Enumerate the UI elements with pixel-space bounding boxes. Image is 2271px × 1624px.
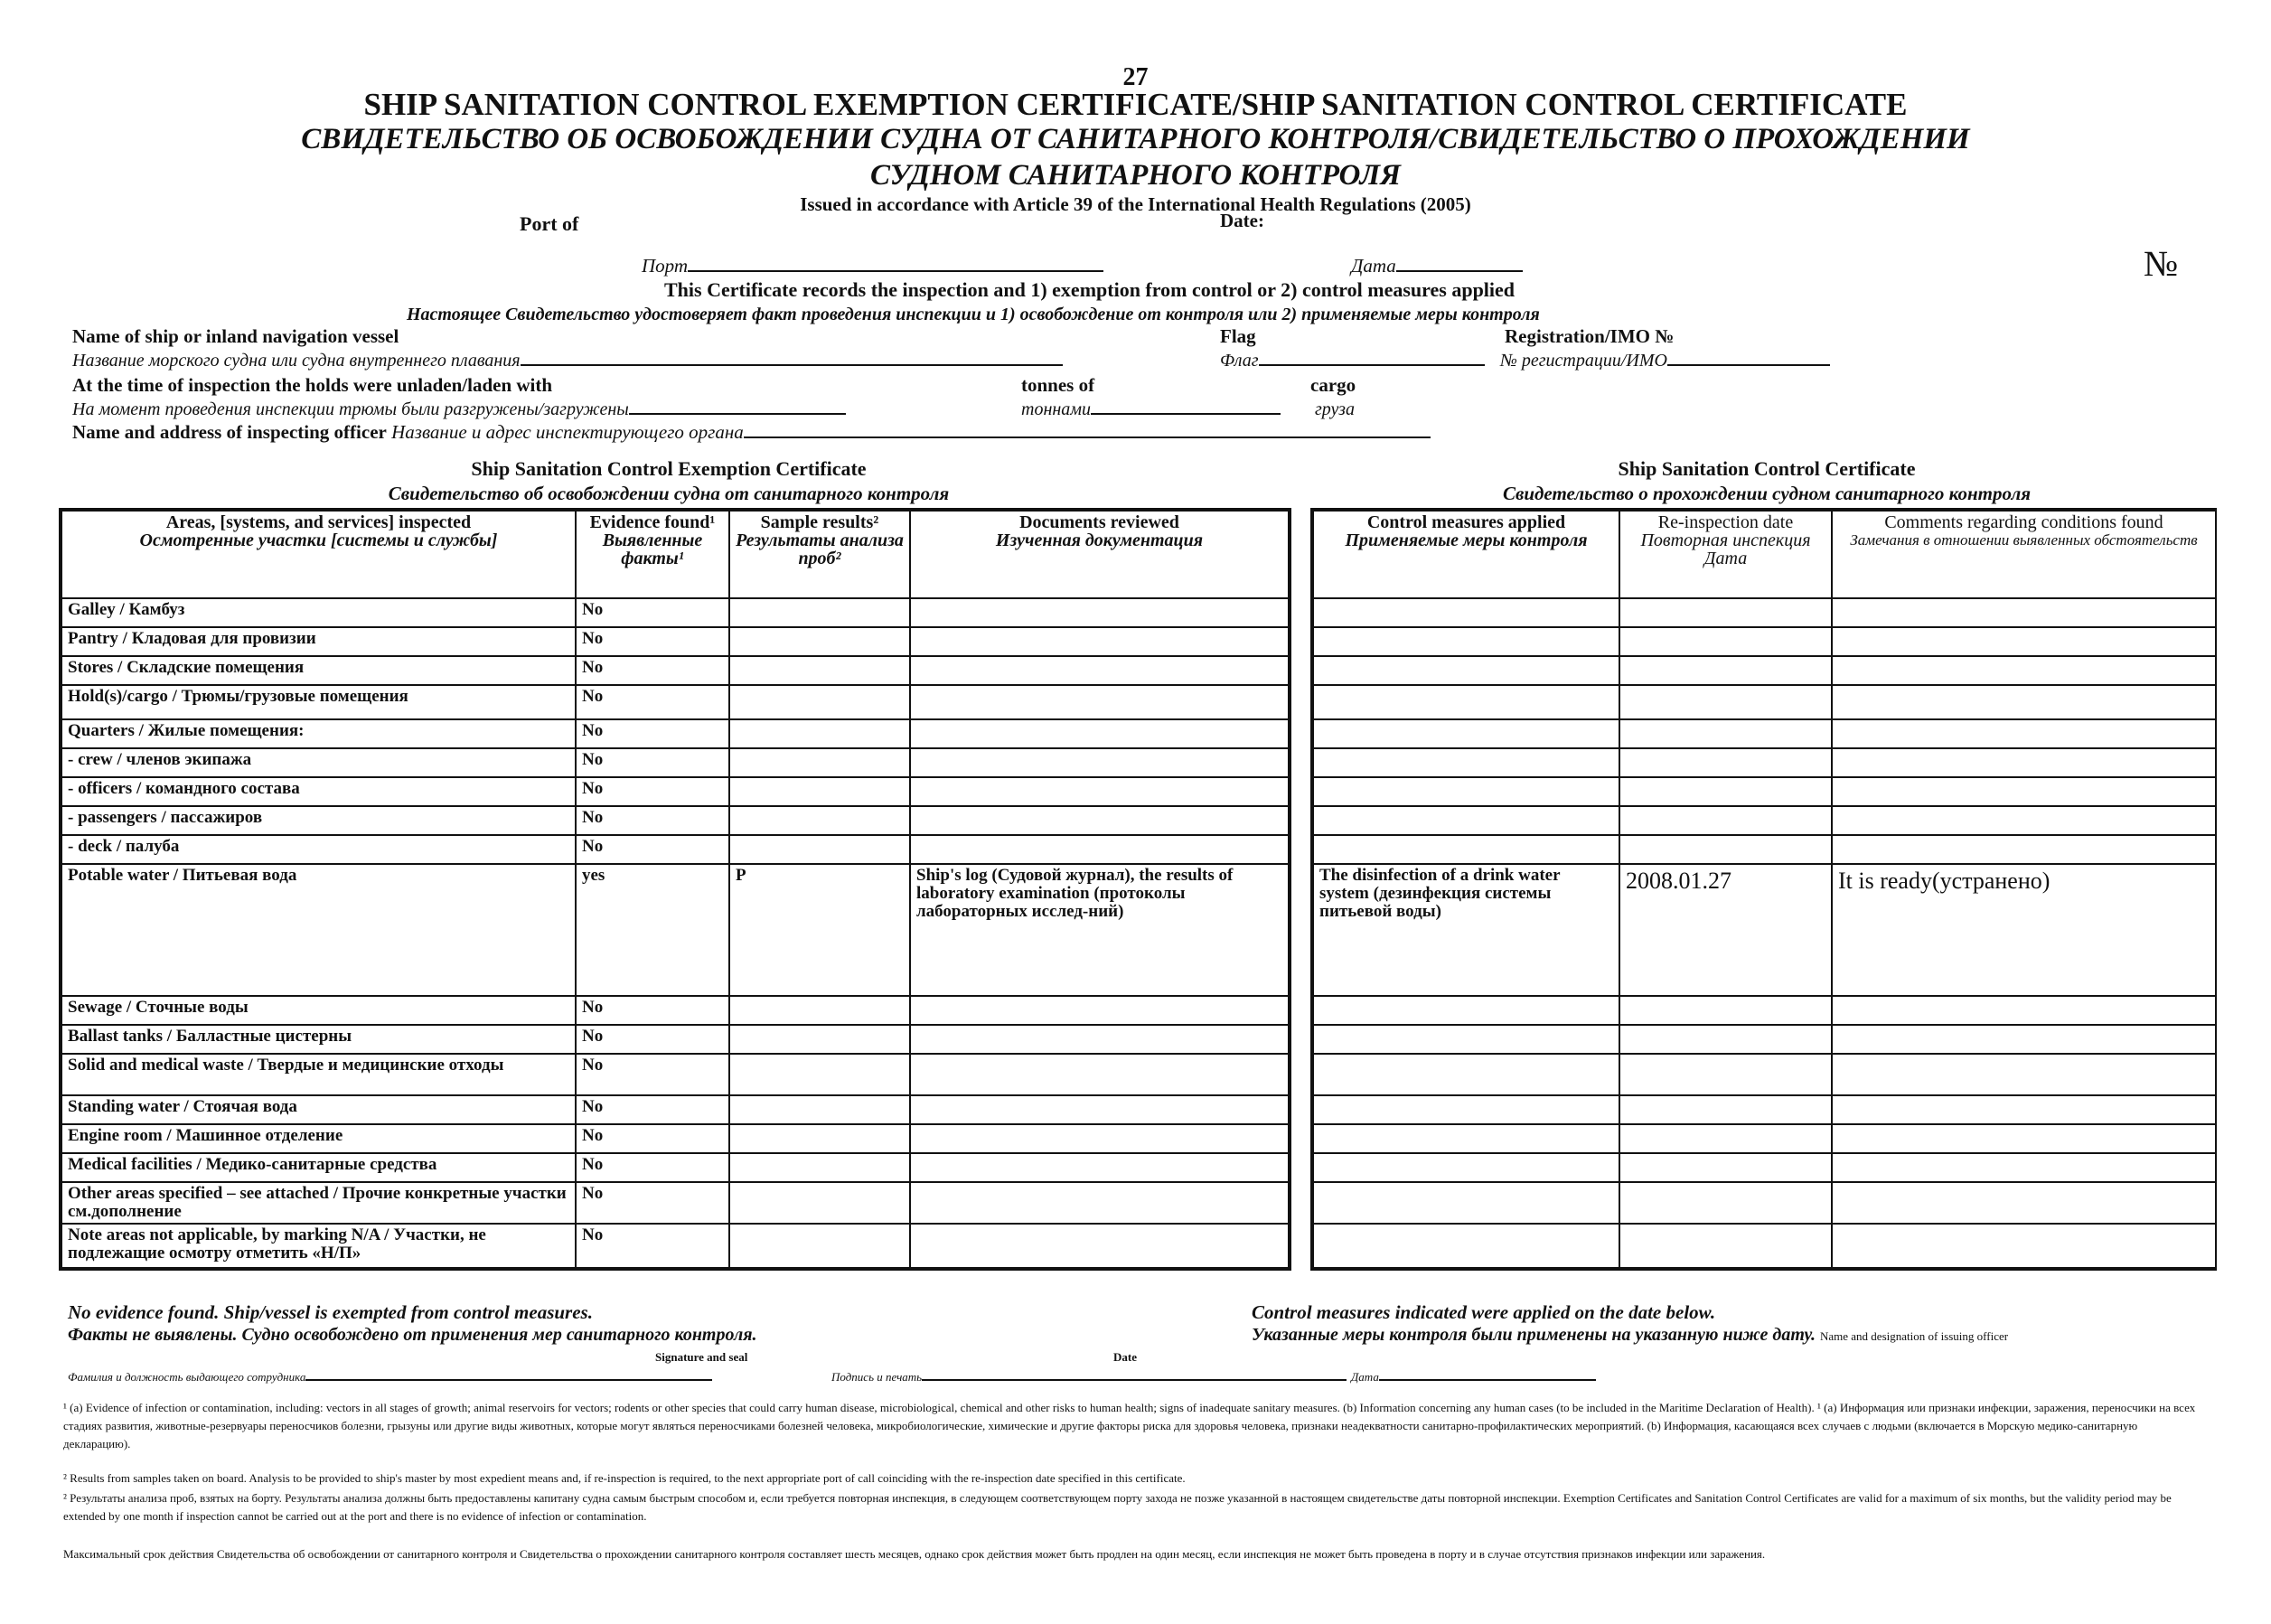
measures-cell[interactable]: [1312, 835, 1619, 864]
right-header-row: [1312, 510, 2216, 598]
sample-cell[interactable]: [729, 685, 910, 719]
reinspection-cell[interactable]: [1619, 1025, 1832, 1054]
port-label: Port of: [520, 212, 579, 235]
area-cell[interactable]: Galley / Камбуз: [61, 598, 576, 627]
area-cell[interactable]: Pantry / Кладовая для провизии: [61, 627, 576, 656]
exempt-statement-en: No evidence found. Ship/vessel is exempted from control measures.: [68, 1301, 593, 1323]
control-statement-en: Control measures indicated were applied on the date below.: [1252, 1301, 1716, 1323]
registration-field[interactable]: [1500, 351, 1830, 371]
comments-cell[interactable]: [1832, 996, 2216, 1025]
reinspection-cell[interactable]: [1619, 656, 1832, 685]
reinspection-cell[interactable]: [1619, 1054, 1832, 1095]
reinspection-cell[interactable]: [1619, 598, 1832, 627]
footnote-1: ¹ (a) Evidence of infection or contamination, including: vectors in all stages of growth; animal reservoirs for vectors; rodents or other species that could carry human disease, microbiological, chemical and other risks to human health; signs of inadequate sanitary measures. (b) Information concerning any human cases (to be included in the Maritime Declaration of Health). ¹ (а) Информация или признаки инфекции, заражения, переносчики на всех стадиях развития, животные-резервуары переносчиков болезни, грызуны или другие виды животных, которые могут являться переносчиками болезней человека, микробиологические, химические и другие факторы риска для здоровья человека, признаки неадекватности санитарно-профилактических мероприятий. (b) Информация, касающаяся всех случаев с людьми (включается в Морскую медико-санитарную декларацию).: [63, 1401, 2196, 1450]
sample-cell[interactable]: [729, 1095, 910, 1124]
sample-cell[interactable]: [729, 777, 910, 806]
reinspection-cell[interactable]: 2008.01.27: [1619, 864, 1832, 996]
holds-ru: На момент проведения инспекции трюмы были разгружены/загружены: [72, 399, 629, 419]
table-row: [1312, 748, 2216, 777]
table-row: [1312, 996, 2216, 1025]
officer-field[interactable]: [72, 421, 1431, 444]
officer-name-field[interactable]: [68, 1370, 712, 1385]
evidence-cell[interactable]: yes: [576, 864, 729, 996]
title-ru-line1: СВИДЕТЕЛЬСТВО ОБ ОСВОБОЖДЕНИИ СУДНА ОТ САНИТАРНОГО КОНТРОЛЯ/СВИДЕТЕЛЬСТВО О ПРОХОЖДЕНИИ: [301, 123, 1970, 155]
right-section-title-en: Ship Sanitation Control Certificate: [1618, 457, 1916, 480]
comments-cell[interactable]: [1832, 719, 2216, 748]
measures-cell[interactable]: [1312, 1095, 1619, 1124]
port-ru-label: Порт: [642, 255, 689, 277]
area-cell[interactable]: Medical facilities / Медико-санитарные средства: [61, 1153, 576, 1182]
col-sample-header: Sample results² Результаты анализа проб²: [729, 510, 910, 598]
comments-cell[interactable]: [1832, 598, 2216, 627]
documents-cell[interactable]: [910, 685, 1290, 719]
flag-ru: Флаг: [1220, 351, 1259, 371]
control-table: [1310, 508, 2217, 1271]
comments-cell[interactable]: [1832, 1124, 2216, 1153]
ship-name-label: Name of ship or inland navigation vessel: [72, 325, 399, 347]
exemption-table: [59, 508, 1291, 1271]
registration-label: Registration/IMO №: [1505, 325, 1675, 347]
evidence-cell[interactable]: No: [576, 806, 729, 835]
area-cell[interactable]: - passengers / пассажиров: [61, 806, 576, 835]
sample-cell[interactable]: [729, 598, 910, 627]
documents-cell[interactable]: [910, 1054, 1290, 1095]
right-section-title-ru: Свидетельство о прохождении судном санитарного контроля: [1502, 483, 2032, 504]
reinspection-cell[interactable]: [1619, 627, 1832, 656]
documents-cell[interactable]: [910, 1124, 1290, 1153]
area-cell[interactable]: Quarters / Жилые помещения:: [61, 719, 576, 748]
reinspection-cell[interactable]: [1619, 685, 1832, 719]
sample-cell[interactable]: [729, 1153, 910, 1182]
measures-cell[interactable]: [1312, 806, 1619, 835]
evidence-cell[interactable]: No: [576, 777, 729, 806]
documents-cell[interactable]: Ship's log (Судовой журнал), the results of laboratory examination (протоколы лабораторных исслед-ний): [910, 864, 1290, 996]
left-section-title-en: Ship Sanitation Control Exemption Certificate: [471, 457, 867, 480]
reinspection-cell[interactable]: [1619, 996, 1832, 1025]
documents-cell[interactable]: [910, 1224, 1290, 1269]
table-row: [61, 864, 1290, 996]
sample-cell[interactable]: [729, 1124, 910, 1153]
measures-cell[interactable]: [1312, 1025, 1619, 1054]
table-row: [1312, 685, 2216, 719]
evidence-cell[interactable]: No: [576, 598, 729, 627]
documents-cell[interactable]: [910, 996, 1290, 1025]
comments-cell[interactable]: [1832, 627, 2216, 656]
documents-cell[interactable]: [910, 1153, 1290, 1182]
documents-cell[interactable]: [910, 598, 1290, 627]
footnote-2: ² Results from samples taken on board. Analysis to be provided to ship's master by most expedient means and, if re-inspection is required, to the next appropriate port of call coinciding with the re-inspection date specified in this certificate.: [63, 1471, 1186, 1485]
control-statement-ru-line: [1252, 1325, 2008, 1346]
sample-cell[interactable]: [729, 1054, 910, 1095]
table-row: [1312, 806, 2216, 835]
table-row: [61, 1054, 1290, 1095]
area-cell[interactable]: Ballast tanks / Балластные цистерны: [61, 1025, 576, 1054]
measures-cell[interactable]: [1312, 656, 1619, 685]
comments-cell[interactable]: [1832, 1025, 2216, 1054]
evidence-cell[interactable]: No: [576, 748, 729, 777]
measures-cell[interactable]: [1312, 598, 1619, 627]
control-statement-ru: Указанные меры контроля были применены на указанную ниже дату.: [1252, 1325, 1816, 1345]
measures-cell[interactable]: [1312, 719, 1619, 748]
sample-cell[interactable]: [729, 627, 910, 656]
port-field[interactable]: [642, 255, 1103, 277]
issued-line: Issued in accordance with Article 39 of the International Health Regulations (2005): [800, 193, 1471, 215]
flag-field[interactable]: [1220, 351, 1485, 371]
table-row: [1312, 719, 2216, 748]
table-row: [61, 748, 1290, 777]
area-cell[interactable]: - officers / командного состава: [61, 777, 576, 806]
reinspection-cell[interactable]: [1619, 748, 1832, 777]
measures-cell[interactable]: [1312, 1182, 1619, 1224]
col-comments-header: Comments regarding conditions found Замечания в отношении выявленных обстоятельств: [1832, 510, 2216, 598]
date-ru-label: Дата: [1351, 255, 1396, 277]
page-number: 27: [1122, 63, 1149, 91]
area-cell[interactable]: Solid and medical waste / Твердые и медицинские отходы: [61, 1054, 576, 1095]
sample-cell[interactable]: P: [729, 864, 910, 996]
reinspection-cell[interactable]: [1619, 806, 1832, 835]
area-cell[interactable]: Hold(s)/cargo / Трюмы/грузовые помещения: [61, 685, 576, 719]
exempt-statement-ru: Факты не выявлены. Судно освобождено от применения мер санитарного контроля.: [68, 1325, 757, 1345]
table-row: [1312, 1025, 2216, 1054]
evidence-cell[interactable]: No: [576, 1182, 729, 1224]
comments-cell[interactable]: [1832, 777, 2216, 806]
table-row: [1312, 1182, 2216, 1224]
ship-name-field[interactable]: [72, 351, 1063, 371]
table-row: [1312, 1153, 2216, 1182]
measures-cell[interactable]: The disinfection of a drink water system (дезинфекция системы питьевой воды): [1312, 864, 1619, 996]
table-row: [61, 656, 1290, 685]
table-row: [1312, 835, 2216, 864]
table-row: [61, 719, 1290, 748]
tonnes-field[interactable]: [1021, 399, 1281, 420]
registration-ru: № регистрации/ИМО: [1500, 351, 1667, 371]
date-sign-ru: Дата: [1351, 1370, 1379, 1384]
footnote-4: Максимальный срок действия Свидетельства об освобождении от санитарного контроля и Свидетельства о прохождении санитарного контроля составляет шесть месяцев, однако срок действия может быть продлен на один месяц, если инспекция не может быть проведена в порту и в случае отсутствия признаков инфекции или заражения.: [63, 1547, 1766, 1561]
comments-cell[interactable]: [1832, 1054, 2216, 1095]
evidence-cell[interactable]: No: [576, 627, 729, 656]
records-ru: Настоящее Свидетельство удостоверяет факт проведения инспекции и 1) освобождение от контроля или 2) применяемые меры контроля: [407, 305, 1540, 324]
comments-cell[interactable]: [1832, 656, 2216, 685]
table-row: [61, 996, 1290, 1025]
area-cell[interactable]: Note areas not applicable, by marking N/A / Участки, не подлежащие осмотру отметить «Н/П»: [61, 1224, 576, 1269]
table-row: [1312, 627, 2216, 656]
documents-cell[interactable]: [910, 1095, 1290, 1124]
left-header-row: [61, 510, 1290, 598]
comments-cell[interactable]: It is ready(устранено): [1832, 864, 2216, 996]
left-section-title-ru: Свидетельство об освобождении судна от санитарного контроля: [388, 483, 950, 504]
table-row: [1312, 1224, 2216, 1269]
evidence-cell[interactable]: No: [576, 835, 729, 864]
tonnes-label: tonnes of: [1021, 374, 1095, 396]
reinspection-cell[interactable]: [1619, 1095, 1832, 1124]
footnote-3: ² Результаты анализа проб, взятых на борту. Результаты анализа должны быть предоставлены капитану судна самым быстрым способом и, если требуется повторная инспекция, в следующем соответствующем порту захода не позже указанной в настоящем свидетельстве даты повторной инспекции. Exemption Certificates and Sanitation Control Certificates are valid for a maximum of six months, but the validity period may be extended by one month if inspection cannot be carried out at the port and there is no evidence of infection or contamination.: [63, 1491, 2172, 1523]
date-label: Date:: [1220, 210, 1264, 231]
cargo-label: cargo: [1310, 374, 1356, 396]
col-reinspection-header: Re-inspection date Повторная инспекция Дата: [1619, 510, 1832, 598]
table-row: [1312, 1095, 2216, 1124]
comments-cell[interactable]: [1832, 1224, 2216, 1269]
flag-label: Flag: [1220, 325, 1256, 347]
table-row: [61, 685, 1290, 719]
area-cell[interactable]: - crew / членов экипажа: [61, 748, 576, 777]
evidence-cell[interactable]: No: [576, 1153, 729, 1182]
documents-cell[interactable]: [910, 1182, 1290, 1224]
reinspection-cell[interactable]: [1619, 1124, 1832, 1153]
area-cell[interactable]: Stores / Складские помещения: [61, 656, 576, 685]
measures-cell[interactable]: [1312, 1153, 1619, 1182]
comments-cell[interactable]: [1832, 835, 2216, 864]
sample-cell[interactable]: [729, 1182, 910, 1224]
evidence-cell[interactable]: No: [576, 656, 729, 685]
signature-ru: Подпись и печать: [831, 1370, 923, 1384]
reinspection-cell[interactable]: [1619, 719, 1832, 748]
evidence-cell[interactable]: No: [576, 1095, 729, 1124]
table-row: [61, 627, 1290, 656]
documents-cell[interactable]: [910, 806, 1290, 835]
area-cell[interactable]: Engine room / Машинное отделение: [61, 1124, 576, 1153]
measures-cell[interactable]: [1312, 627, 1619, 656]
table-row: [1312, 777, 2216, 806]
measures-cell[interactable]: [1312, 996, 1619, 1025]
reinspection-cell[interactable]: [1619, 777, 1832, 806]
evidence-cell[interactable]: No: [576, 685, 729, 719]
evidence-cell[interactable]: No: [576, 719, 729, 748]
documents-cell[interactable]: [910, 835, 1290, 864]
evidence-cell[interactable]: No: [576, 1054, 729, 1095]
table-row: [61, 1153, 1290, 1182]
title-ru-line2: СУДНОМ САНИТАРНОГО КОНТРОЛЯ: [870, 159, 1401, 192]
col-evidence-header: Evidence found¹ Выявленные факты¹: [576, 510, 729, 598]
evidence-cell[interactable]: No: [576, 1224, 729, 1269]
documents-cell[interactable]: [910, 627, 1290, 656]
documents-cell[interactable]: [910, 777, 1290, 806]
table-row: [61, 1095, 1290, 1124]
measures-cell[interactable]: [1312, 685, 1619, 719]
sample-cell[interactable]: [729, 806, 910, 835]
table-row: [1312, 864, 2216, 996]
table-row: [61, 1124, 1290, 1153]
table-row: [61, 777, 1290, 806]
officer-ru: Название и адрес инспектирующего органа: [391, 421, 744, 443]
measures-cell[interactable]: [1312, 1124, 1619, 1153]
table-row: [1312, 598, 2216, 627]
officer-name-ru: Фамилия и должность выдающего сотрудника: [68, 1370, 306, 1384]
comments-cell[interactable]: [1832, 748, 2216, 777]
evidence-cell[interactable]: No: [576, 996, 729, 1025]
measures-cell[interactable]: [1312, 748, 1619, 777]
documents-cell[interactable]: [910, 1025, 1290, 1054]
table-row: [61, 1025, 1290, 1054]
sample-cell[interactable]: [729, 719, 910, 748]
measures-cell[interactable]: [1312, 777, 1619, 806]
area-cell[interactable]: - deck / палуба: [61, 835, 576, 864]
comments-cell[interactable]: [1832, 1182, 2216, 1224]
comments-cell[interactable]: [1832, 685, 2216, 719]
sample-cell[interactable]: [729, 835, 910, 864]
sample-cell[interactable]: [729, 1025, 910, 1054]
documents-cell[interactable]: [910, 748, 1290, 777]
table-row: [61, 1224, 1290, 1269]
issuing-officer-label: Name and designation of issuing officer: [1820, 1329, 2009, 1343]
reinspection-cell[interactable]: [1619, 1224, 1832, 1269]
holds-label: At the time of inspection the holds were unladen/laden with: [72, 374, 553, 396]
cargo-ru: груза: [1315, 399, 1355, 419]
documents-cell[interactable]: [910, 656, 1290, 685]
tonnes-ru: тоннами: [1021, 399, 1092, 419]
comments-cell[interactable]: [1832, 806, 2216, 835]
signature-field[interactable]: [831, 1370, 1347, 1385]
reinspection-cell[interactable]: [1619, 1153, 1832, 1182]
date-sign-field[interactable]: [1351, 1370, 1596, 1385]
area-cell[interactable]: Other areas specified – see attached / Прочие конкретные участки см.дополнение: [61, 1182, 576, 1224]
sample-cell[interactable]: [729, 996, 910, 1025]
date-sign-label: Date: [1113, 1350, 1137, 1364]
sample-cell[interactable]: [729, 656, 910, 685]
number-sign: №: [2144, 243, 2179, 284]
table-row: [1312, 1124, 2216, 1153]
officer-label: Name and address of inspecting officer: [72, 421, 387, 443]
documents-cell[interactable]: [910, 719, 1290, 748]
col-measures-header: Control measures applied Применяемые меры контроля: [1312, 510, 1619, 598]
table-row: [61, 835, 1290, 864]
sample-cell[interactable]: [729, 748, 910, 777]
ship-name-ru: Название морского судна или судна внутреннего плавания: [72, 351, 521, 371]
area-cell[interactable]: Potable water / Питьевая вода: [61, 864, 576, 996]
comments-cell[interactable]: [1832, 1153, 2216, 1182]
col-areas-header: Areas, [systems, and services] inspected Осмотренные участки [системы и службы]: [61, 510, 576, 598]
area-cell[interactable]: Sewage / Сточные воды: [61, 996, 576, 1025]
reinspection-cell[interactable]: [1619, 1182, 1832, 1224]
area-cell[interactable]: Standing water / Стоячая вода: [61, 1095, 576, 1124]
signature-seal-label: Signature and seal: [655, 1350, 748, 1364]
table-row: [1312, 656, 2216, 685]
table-row: [61, 806, 1290, 835]
measures-cell[interactable]: [1312, 1054, 1619, 1095]
measures-cell[interactable]: [1312, 1224, 1619, 1269]
title-en: SHIP SANITATION CONTROL EXEMPTION CERTIFICATE/SHIP SANITATION CONTROL CERTIFICATE: [363, 87, 1908, 122]
records-en: This Certificate records the inspection and 1) exemption from control or 2) control measures applied: [664, 278, 1516, 301]
sample-cell[interactable]: [729, 1224, 910, 1269]
evidence-cell[interactable]: No: [576, 1124, 729, 1153]
date-field[interactable]: [1351, 255, 1523, 277]
reinspection-cell[interactable]: [1619, 835, 1832, 864]
table-row: [61, 1182, 1290, 1224]
holds-field[interactable]: [72, 399, 846, 420]
comments-cell[interactable]: [1832, 1095, 2216, 1124]
col-documents-header: Documents reviewed Изученная документация: [910, 510, 1290, 598]
table-row: [1312, 1054, 2216, 1095]
evidence-cell[interactable]: No: [576, 1025, 729, 1054]
table-row: [61, 598, 1290, 627]
